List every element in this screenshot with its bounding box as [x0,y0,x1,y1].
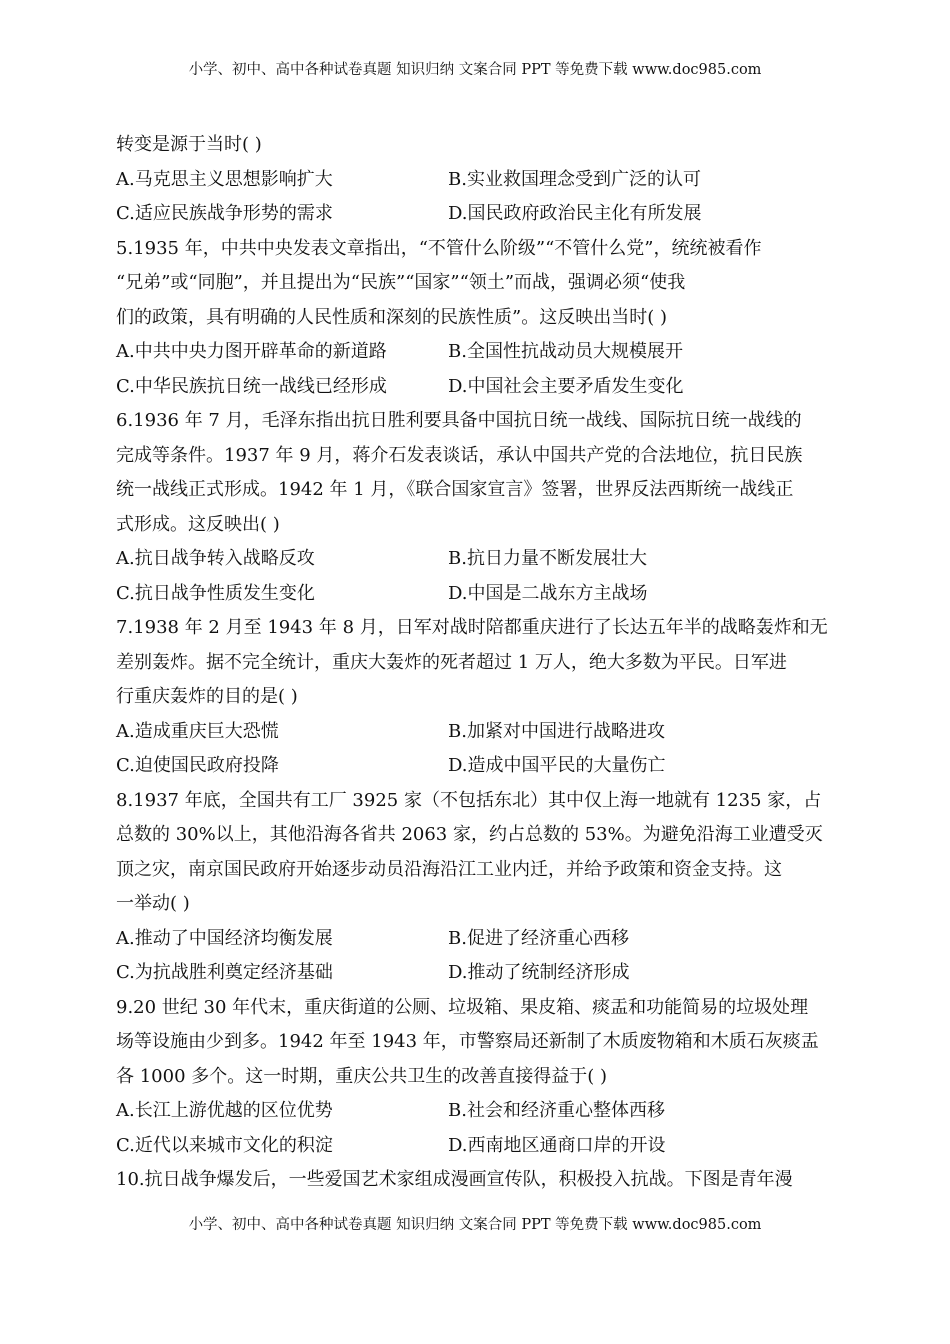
option-c: C.中华民族抗日统一战线已经形成 [116,375,387,397]
question-6 [116,404,836,611]
option-a: A.中共中央力图开辟革命的新道路 [116,341,387,362]
question-stem-line: 转变是源于当时( ) [116,134,262,155]
option-a: A.长江上游优越的区位优势 [116,1100,333,1121]
option-a: A.造成重庆巨大恐慌 [116,720,279,742]
option-d: D.推动了统制经济形成 [448,962,630,983]
page-footer: 小学、初中、高中各种试卷真题 知识归纳 文案合同 PPT 等免费下载 www.doc985.com [188,1217,762,1233]
question-9 [116,991,836,1164]
option-c: C.近代以来城市文化的积淀 [116,1134,333,1156]
option-d: D.西南地区通商口岸的开设 [448,1134,666,1156]
option-b: B.加紧对中国进行战略进攻 [448,720,665,742]
question-stem-line: 完成等条件。1937 年 9 月，蒋介石发表谈话，承认中国共产党的合法地位，抗日民族 [116,444,803,466]
question-stem-line: “兄弟”或“同胞”，并且提出为“民族”“国家”“领土”而战，强调必须“使我 [116,272,686,293]
question-stem-line: 场等设施由少到多。1942 年至 1943 年，市警察局还新制了木质废物箱和木质石灰痰盂 [116,1031,819,1052]
option-c: C.迫使国民政府投降 [116,755,279,776]
question-stem-line: 一举动( ) [116,893,190,914]
option-c: C.适应民族战争形势的需求 [116,203,333,224]
option-b: B.抗日力量不断发展壮大 [448,548,647,569]
option-c: C.为抗战胜利奠定经济基础 [116,962,333,983]
option-d: D.中国是二战东方主战场 [448,582,648,604]
question-stem-line: 顶之灾，南京国民政府开始逐步动员沿海沿江工业内迁，并给予政策和资金支持。这 [116,858,782,880]
option-a: A.抗日战争转入战略反攻 [116,548,315,569]
question-stem-line: 各 1000 多个。这一时期，重庆公共卫生的改善直接得益于( ) [116,1065,608,1087]
option-a: A.马克思主义思想影响扩大 [116,168,333,190]
option-b: B.全国性抗战动员大规模展开 [448,341,683,362]
question-stem-line: 行重庆轰炸的目的是( ) [116,686,298,707]
question-10 [116,1163,836,1198]
question-stem-line: 总数的 30%以上，其他沿海各省共 2063 家，约占总数的 53%。为避免沿海工业遭受灭 [116,824,823,845]
question-stem-line: 9.20 世纪 30 年代末，重庆街道的公厕、垃圾箱、果皮箱、痰盂和功能简易的垃圾处理 [116,996,809,1018]
question-stem-line: 7.1938 年 2 月至 1943 年 8 月，日军对战时陪都重庆进行了长达五年半的战略轰炸和无 [116,617,828,638]
question-stem-line: 5.1935 年，中共中央发表文章指出，“不管什么阶级”“不管什么党”，统统被看作 [116,237,762,259]
question-stem-line: 10.抗日战争爆发后，一些爱国艺术家组成漫画宣传队，积极投入抗战。下图是青年漫 [116,1169,793,1190]
question-4 [116,128,836,232]
question-7 [116,611,836,784]
question-stem-line: 统一战线正式形成。1942 年 1 月，《联合国家宣言》签署，世界反法西斯统一战线正 [116,479,794,500]
question-stem-line: 们的政策，具有明确的人民性质和深刻的民族性质”。这反映出当时( ) [116,306,667,328]
question-8 [116,784,836,991]
question-stem-line: 6.1936 年 7 月，毛泽东指出抗日胜利要具备中国抗日统一战线、国际抗日统一战线的 [116,410,802,431]
question-stem-line: 8.1937 年底，全国共有工厂 3925 家（不包括东北）其中仅上海一地就有 1235 家，占 [116,789,822,811]
option-b: B.社会和经济重心整体西移 [448,1100,665,1121]
exam-content [116,128,836,1198]
question-stem-line: 式形成。这反映出( ) [116,513,280,535]
option-b: B.实业救国理念受到广泛的认可 [448,168,701,190]
option-d: D.中国社会主要矛盾发生变化 [448,375,684,397]
option-d: D.国民政府政治民主化有所发展 [448,203,702,224]
question-5 [116,232,836,405]
option-d: D.造成中国平民的大量伤亡 [448,755,666,776]
option-c: C.抗日战争性质发生变化 [116,582,315,604]
page-header: 小学、初中、高中各种试卷真题 知识归纳 文案合同 PPT 等免费下载 www.doc985.com [188,62,762,78]
option-a: A.推动了中国经济均衡发展 [116,927,333,949]
question-stem-line: 差别轰炸。据不完全统计，重庆大轰炸的死者超过 1 万人，绝大多数为平民。日军进 [116,651,787,673]
option-b: B.促进了经济重心西移 [448,927,629,949]
